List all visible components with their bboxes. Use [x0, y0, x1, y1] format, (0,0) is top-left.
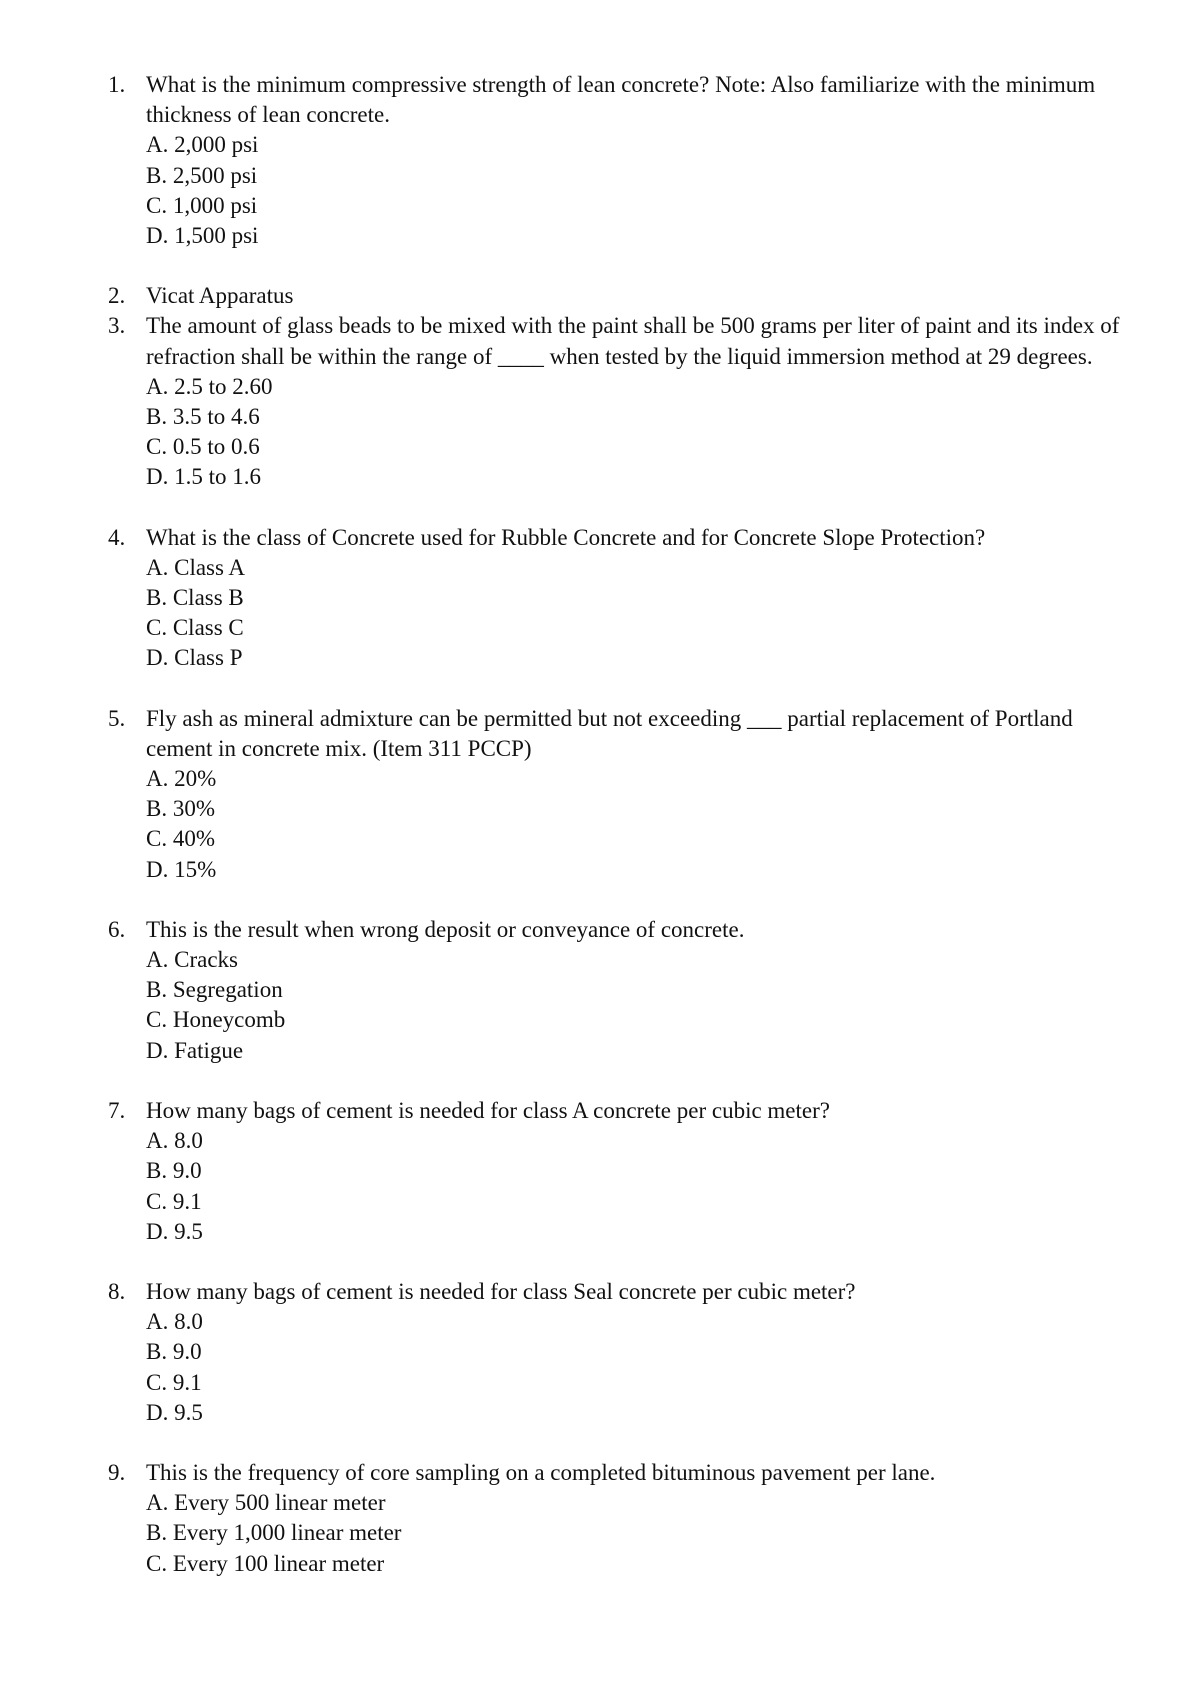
- choice-item: C. 9.1: [146, 1369, 202, 1395]
- choice-item: A. 2,000 psi: [146, 132, 259, 158]
- choice-item: B. Every 1,000 linear meter: [146, 1520, 402, 1546]
- choice-item: D. 1.5 to 1.6: [146, 464, 261, 490]
- question-number: 1.: [108, 72, 126, 97]
- choice-list: [146, 1488, 1138, 1579]
- choice-item: A. Every 500 linear meter: [146, 1490, 386, 1516]
- question-item: [108, 281, 1138, 311]
- question-text: Fly ash as mineral admixture can be permitted but not exceeding ___ partial replacement of Portland cement in concrete mix. (Item 311 PCCP): [146, 705, 1073, 761]
- choice-item: D. 9.5: [146, 1399, 203, 1425]
- question-item: [108, 311, 1138, 492]
- question-item: [108, 1096, 1138, 1247]
- choice-item: C. 9.1: [146, 1188, 202, 1214]
- choice-list: [146, 1307, 1138, 1428]
- choice-list: [146, 372, 1138, 493]
- choice-item: B. 9.0: [146, 1339, 202, 1365]
- choice-item: B. Segregation: [146, 977, 283, 1003]
- choice-item: B. 9.0: [146, 1158, 202, 1184]
- question-text: Vicat Apparatus: [146, 283, 294, 309]
- choice-list: [146, 764, 1138, 885]
- choice-item: A. 20%: [146, 766, 217, 792]
- question-item: [108, 915, 1138, 1066]
- question-item: [108, 1458, 1138, 1579]
- choice-item: C. Honeycomb: [146, 1007, 286, 1033]
- choice-item: B. 30%: [146, 796, 215, 822]
- question-text: This is the frequency of core sampling on a completed bituminous pavement per lane.: [146, 1459, 936, 1485]
- question-text: The amount of glass beads to be mixed with the paint shall be 500 grams per liter of paint and its index of refraction shall be within the range of ____ when tested by the liquid immersion method at 29 degrees.: [146, 313, 1120, 369]
- question-number: 2.: [108, 283, 126, 309]
- choice-item: A. 8.0: [146, 1128, 203, 1154]
- choice-item: A. 2.5 to 2.60: [146, 373, 273, 399]
- question-number: 5.: [108, 705, 126, 731]
- question-number: 8.: [108, 1278, 126, 1304]
- choice-item: A. 8.0: [146, 1309, 203, 1335]
- question-number: 3.: [108, 313, 126, 339]
- choice-item: D. 1,500 psi: [146, 223, 259, 249]
- question-text: What is the class of Concrete used for Rubble Concrete and for Concrete Slope Protection?: [146, 524, 986, 550]
- choice-list: [146, 1126, 1138, 1247]
- choice-item: D. 9.5: [146, 1218, 203, 1244]
- choice-list: [146, 130, 1138, 251]
- question-number: 6.: [108, 916, 126, 942]
- question-item: [108, 523, 1138, 674]
- choice-item: A. Class A: [146, 554, 246, 580]
- choice-list: [146, 945, 1138, 1066]
- choice-item: A. Cracks: [146, 947, 238, 973]
- choice-item: C. Class C: [146, 615, 244, 641]
- question-item: [108, 1277, 1138, 1428]
- choice-item: D. Class P: [146, 645, 243, 671]
- question-number: 7.: [108, 1097, 126, 1123]
- question-item: [108, 70, 1138, 251]
- choice-item: C. 40%: [146, 826, 215, 852]
- question-text: How many bags of cement is needed for class Seal concrete per cubic meter?: [146, 1278, 856, 1304]
- choice-item: B. 3.5 to 4.6: [146, 404, 260, 430]
- choice-item: D. 15%: [146, 856, 217, 882]
- choice-item: B. Class B: [146, 585, 244, 611]
- choice-item: B. 2,500 psi: [146, 162, 258, 188]
- question-text: This is the result when wrong deposit or conveyance of concrete.: [146, 916, 745, 942]
- choice-item: C. Every 100 linear meter: [146, 1550, 385, 1576]
- choice-item: C. 1,000 psi: [146, 192, 258, 218]
- question-list: [108, 70, 1138, 1579]
- choice-list: [146, 553, 1138, 674]
- question-text: How many bags of cement is needed for class A concrete per cubic meter?: [146, 1097, 830, 1123]
- choice-item: C. 0.5 to 0.6: [146, 434, 260, 460]
- question-item: [108, 704, 1138, 885]
- question-text: What is the minimum compressive strength of lean concrete? Note: Also familiarize with the minimum thickness of lean concrete.: [146, 72, 1096, 128]
- choice-item: D. Fatigue: [146, 1037, 244, 1063]
- question-number: 4.: [108, 524, 126, 550]
- question-number: 9.: [108, 1459, 126, 1485]
